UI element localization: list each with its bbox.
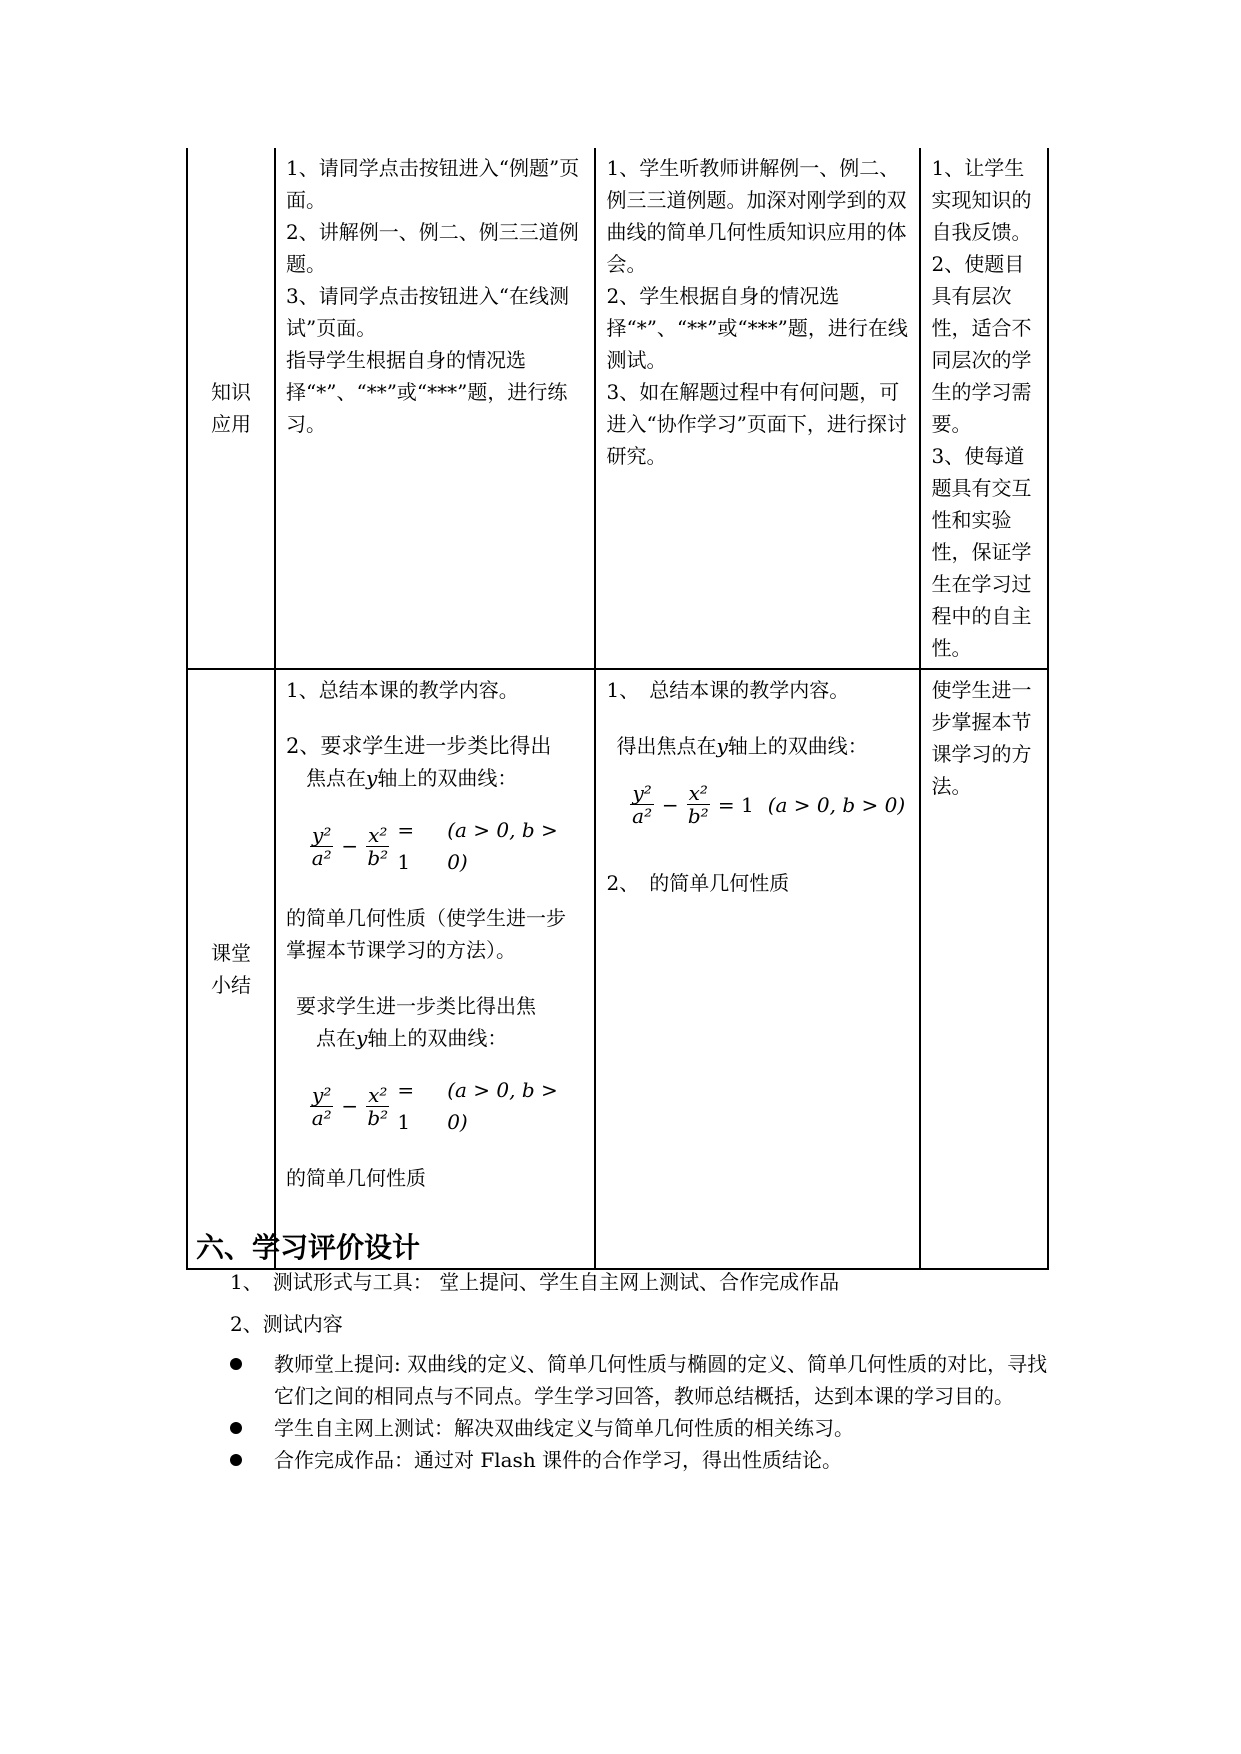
hyperbola-formula — [306, 814, 584, 878]
lesson-table — [186, 148, 1049, 1270]
teacher-item-2: 2、讲解例一、例二、例三三道例题。 — [286, 220, 579, 276]
equals-rhs: = 1 — [397, 1078, 415, 1134]
row-label-text: 课堂 小结 — [211, 941, 251, 997]
student-line — [606, 730, 909, 762]
intent-item-2: 2、使题目具有层次性，适合不同层次的学生的学习需要。 — [931, 252, 1032, 436]
numerator: y² — [312, 822, 332, 847]
denominator: b² — [687, 804, 709, 828]
teacher-item-1: 1、请同学点击按钮进入“例题”页面。 — [286, 156, 580, 212]
teacher-item-2: 2、要求学生进一步类比得出 — [286, 734, 552, 758]
denominator: a² — [311, 1105, 332, 1130]
formula-condition: (a > 0, b > 0) — [447, 818, 558, 874]
bullet-icon — [230, 1358, 242, 1370]
denominator: b² — [367, 845, 389, 870]
row-label-class-summary — [187, 669, 275, 1269]
student-item-1: 1、学生听教师讲解例一、例二、例三三道例题。加深对刚学到的双曲线的简单几何性质知识应用的体会。 — [606, 156, 907, 276]
list-item-text: 学生自主网上测试：解决双曲线定义与简单几何性质的相关练习。 — [274, 1416, 854, 1440]
math-variable: y — [366, 766, 378, 790]
row-label-knowledge-application — [187, 148, 275, 669]
teacher-repeat-after: 的简单几何性质 — [286, 1166, 427, 1190]
numerator: y² — [312, 1082, 332, 1107]
intent-item-3: 3、使每道题具有交互性和实验性，保证学生在学习过程中的自主性。 — [931, 444, 1032, 660]
teacher-repeat-line2 — [286, 1022, 584, 1054]
eval-item-2: 2、测试内容 — [230, 1312, 343, 1336]
fraction — [310, 1084, 333, 1129]
numerator: x² — [688, 781, 708, 805]
hyperbola-formula — [306, 1074, 584, 1138]
fraction — [366, 824, 389, 869]
intent-item-1: 1、让学生实现知识的自我反馈。 — [931, 156, 1032, 244]
text-fragment: 焦点在 — [306, 766, 367, 790]
numerator: x² — [368, 1082, 388, 1107]
list-item-text: 合作完成作品：通过对 Flash 课件的合作学习，得出性质结论。 — [274, 1448, 843, 1472]
denominator: b² — [367, 1105, 389, 1130]
equals-rhs: = 1 — [397, 818, 415, 874]
student-activity-cell — [595, 148, 920, 669]
table-row — [187, 669, 1048, 1269]
student-activity-cell — [595, 669, 920, 1269]
numerator: y² — [632, 781, 652, 805]
teacher-repeat-line1: 要求学生进一步类比得出焦 — [296, 994, 537, 1018]
fraction — [630, 782, 653, 827]
section-heading: 六、学习评价设计 — [196, 1231, 421, 1264]
list-item — [228, 1444, 1048, 1476]
row-label-text: 知识 应用 — [211, 380, 251, 436]
teacher-item-4: 指导学生根据自身的情况选择“*”、“**”或“***”题，进行练习。 — [286, 348, 568, 436]
list-item — [228, 1412, 1048, 1444]
bullet-icon — [230, 1422, 242, 1434]
formula-condition: (a > 0, b > 0) — [767, 792, 906, 817]
numerator: x² — [368, 822, 388, 847]
student-item-2: 2、学生根据自身的情况选择“*”、“**”或“***”题，进行在线测试。 — [606, 284, 908, 372]
fraction — [366, 1084, 389, 1129]
intent-text: 使学生进一步掌握本节课学习的方法。 — [931, 678, 1032, 798]
list-item — [228, 1348, 1048, 1412]
math-variable: y — [716, 734, 728, 758]
fraction — [687, 782, 710, 827]
bullet-icon — [230, 1454, 242, 1466]
denominator: a² — [311, 845, 332, 870]
minus-sign: − — [341, 1094, 359, 1118]
math-variable: y — [356, 1026, 368, 1050]
student-item-2: 2、 的简单几何性质 — [606, 871, 790, 895]
table-row — [187, 148, 1048, 669]
hyperbola-formula — [626, 782, 909, 827]
text-fragment: 得出焦点在 — [616, 734, 717, 758]
text-fragment: 轴上的双曲线： — [367, 1026, 508, 1050]
design-intent-cell — [920, 669, 1048, 1269]
minus-sign: − — [661, 792, 679, 817]
fraction — [310, 824, 333, 869]
denominator: a² — [632, 804, 653, 828]
design-intent-cell — [920, 148, 1048, 669]
teacher-activity-cell — [275, 669, 595, 1269]
formula-condition: (a > 0, b > 0) — [447, 1078, 558, 1134]
teacher-item-1: 1、总结本课的教学内容。 — [286, 678, 519, 702]
minus-sign: − — [341, 834, 359, 858]
text-fragment: 轴上的双曲线： — [377, 766, 518, 790]
student-item-3: 3、如在解题过程中有何问题，可进入“协作学习”页面下，进行探讨研究。 — [606, 380, 907, 468]
text-fragment: 点在 — [316, 1026, 357, 1050]
teacher-item-3: 3、请同学点击按钮进入“在线测试”页面。 — [286, 284, 569, 340]
eval-bullet-list — [228, 1348, 1048, 1476]
teacher-activity-cell — [275, 148, 595, 669]
teacher-after-formula: 的简单几何性质（使学生进一步掌握本节课学习的方法）。 — [286, 906, 567, 962]
student-item-1: 1、 总结本课的教学内容。 — [606, 678, 850, 702]
equals-rhs: = 1 — [717, 792, 754, 817]
eval-item-1: 1、 测试形式与工具： 堂上提问、学生自主网上测试、合作完成作品 — [230, 1270, 840, 1294]
text-fragment: 轴上的双曲线： — [727, 734, 868, 758]
list-item-text: 教师堂上提问: 双曲线的定义、简单几何性质与椭圆的定义、简单几何性质的对比，寻找它们之间的相同点与不同点。学生学习回答，教师总结概括，达到本课的学习目的。 — [274, 1352, 1048, 1408]
teacher-item-2-line2 — [286, 762, 584, 794]
